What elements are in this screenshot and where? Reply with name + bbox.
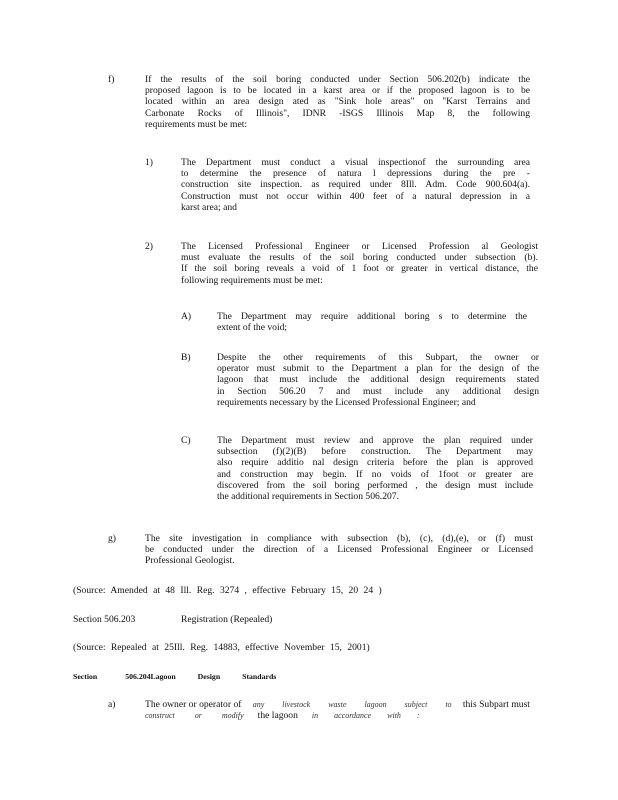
text-line: operator must submit to the Department a plan for the design of the [217,363,539,375]
item-label-1: 1) [145,157,153,168]
item-label-A: A) [181,311,192,322]
paragraph-f-2-A [217,311,527,333]
paragraph-a [145,699,530,721]
text-segment: this Subpart must [462,699,530,710]
item-label-a: a) [108,699,116,710]
text-line: located within an area design ated as "Sink hole areas" on "Karst Terrains and [145,96,530,108]
item-label-g: g) [108,533,116,544]
item-label-B: B) [181,352,191,363]
text-line: Despite the other requirements of this Subpart, the owner or [217,352,539,363]
text-line: If the results of the soil boring conducted under Section 506.202(b) indicate the [145,74,530,85]
source-note-repealed [73,642,370,653]
text-line: Carbonate Rocks of Illinois", IDNR -ISGS Illinois Map 8, the following [145,107,530,119]
section-heading-506-203 [73,614,135,625]
text-line: (Source: Repealed at 25Ill. Reg. 14883, effective November 15, 2001) [73,642,370,653]
section-title: Registration (Repealed) [181,614,273,625]
text-line: proposed lagoon is to be located in a karst area or if the proposed lagoon is to be [145,85,530,97]
section-title-506-203 [181,614,272,625]
text-line [145,710,445,721]
text-line: be conducted under the direction of a Licensed Professional Engineer or Licensed [145,544,533,556]
text-line: extent of the void; [217,322,288,334]
text-line: lagoon that must include the additional design requirements stated [217,374,539,386]
text-line: karst area; and [181,201,237,213]
text-line: construction site inspection. as required under 8Ill. Adm. Code 900.604(a). [181,179,530,191]
text-segment: the lagoon [257,710,298,722]
italic-text-segment: any livestock waste lagoon subject to [252,700,452,709]
section-heading-506-204 [73,671,277,682]
text-line: The Licensed Professional Engineer or Licensed Profession al Geologist [181,241,538,252]
text-line: and construction may begin. If no voids of 1foot or greater are [217,468,533,480]
text-line: following requirements must be met: [181,274,323,286]
text-line [145,699,530,710]
text-line: discovered from the soil boring performed , the design must include [217,479,533,491]
text-line: The Department must conduct a visual inspectionof the surrounding area [181,157,530,168]
text-line: must evaluate the results of the soil boring conducted under subsection (b). [181,252,538,264]
paragraph-f-2-B [217,352,539,408]
item-label-C: C) [181,435,191,446]
paragraph-g [145,533,533,567]
text-line: subsection (f)(2)(B) before construction. The Department may [217,446,533,458]
paragraph-f [145,74,530,130]
paragraph-f-1 [181,157,530,213]
text-line: If the soil boring reveals a void of 1 foot or greater in vertical distance, the [181,263,538,275]
text-line: also require additio nal design criteria before the plan is approved [217,457,533,469]
text-line: The Department must review and approve the plan required under [217,435,533,446]
text-line: The site investigation in compliance with subsection (b), (c), (d),(e), or (f) must [145,533,533,544]
text-segment: The owner or operator of [145,699,242,710]
text-line: requirements necessary by the Licensed Professional Engineer; and [217,396,476,408]
text-line: the additional requirements in Section 506.207. [217,491,399,503]
text-line: in Section 506.20 7 and must include any additional design [217,385,539,397]
source-note-amended [73,585,382,596]
item-label-2: 2) [145,241,153,252]
text-line: The Department may require additional boring s to determine the [217,311,527,322]
paragraph-f-2-C [217,435,533,502]
section-number: Section 506.204 [73,672,151,681]
text-line: requirements must be met: [145,118,248,130]
item-label-f: f) [108,74,115,85]
text-line: Construction must not occur within 400 feet of a natural depression in a [181,190,530,202]
section-title: Lagoon Design Standards [150,672,277,681]
italic-text-segment: in accordance with : [311,711,420,721]
text-line: (Source: Amended at 48 Ill. Reg. 3274 , effective February 15, 20 24 ) [73,585,382,596]
paragraph-f-2 [181,241,538,286]
italic-text-segment: construct or modify [145,711,244,721]
section-number: Section 506.203 [73,614,136,625]
text-line: to determine the presence of natura l depressions during the pre - [181,168,530,180]
text-line: Professional Geologist. [145,555,235,567]
